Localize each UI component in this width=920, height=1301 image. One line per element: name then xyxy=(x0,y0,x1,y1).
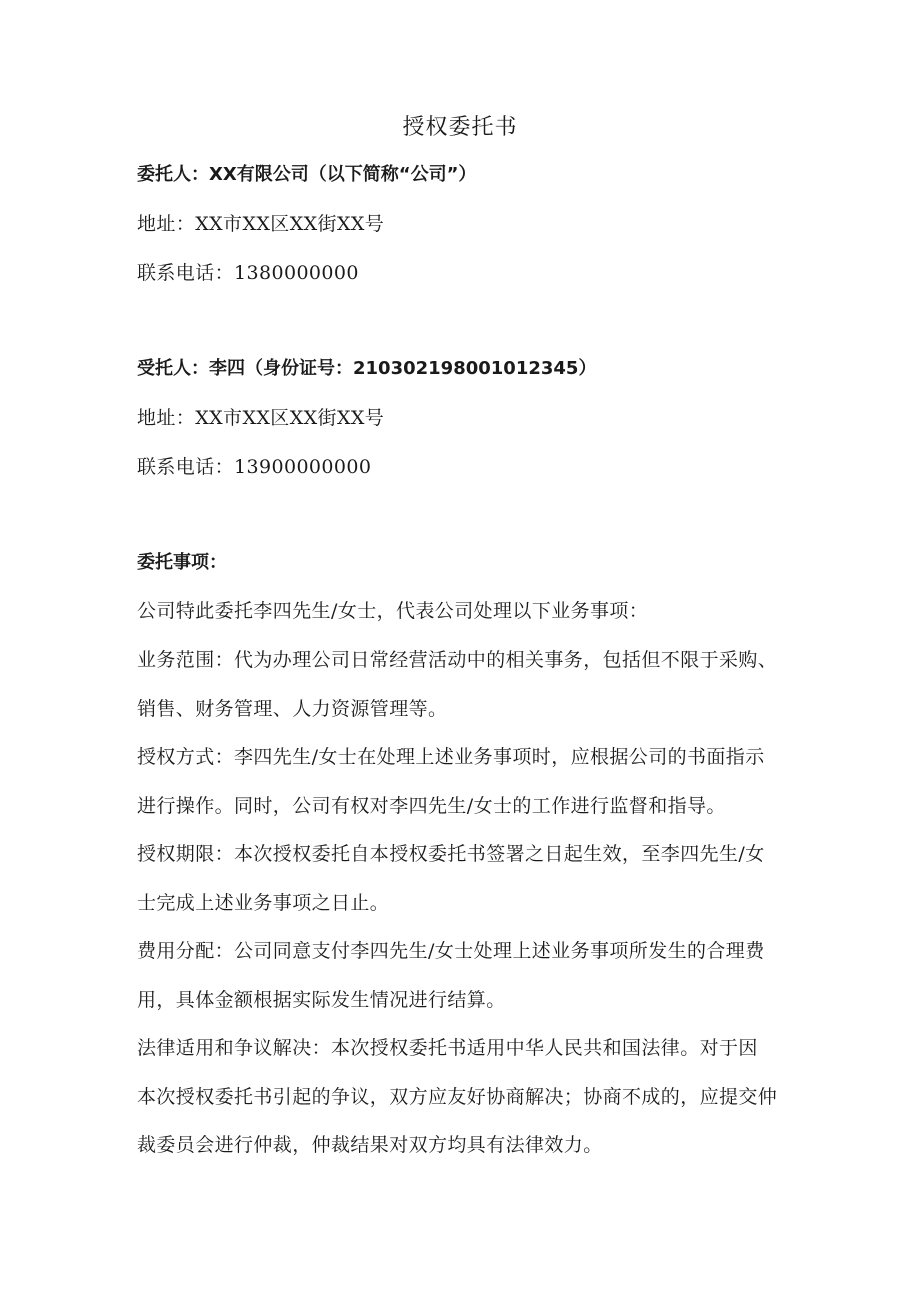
matters-line: 授权期限：本次授权委托自本授权委托书签署之日起生效，至李四先生/女 xyxy=(137,843,765,865)
agent-address: 地址：XX市XX区XX街XX号 xyxy=(137,407,385,429)
matters-line: 本次授权委托书引起的争议，双方应友好协商解决；协商不成的，应提交仲 xyxy=(137,1086,778,1108)
principal-heading: 委托人：XX有限公司（以下简称“公司”） xyxy=(137,164,477,185)
matters-line: 进行操作。同时，公司有权对李四先生/女士的工作进行监督和指导。 xyxy=(137,795,726,817)
matters-line: 销售、财务管理、人力资源管理等。 xyxy=(137,698,448,720)
principal-address: 地址：XX市XX区XX街XX号 xyxy=(137,213,385,235)
document-title: 授权委托书 xyxy=(402,115,518,140)
matters-heading: 委托事项： xyxy=(137,552,227,573)
matters-line: 裁委员会进行仲裁，仲裁结果对双方均具有法律效力。 xyxy=(137,1134,603,1156)
agent-heading: 受托人：李四（身份证号：210302198001012345） xyxy=(137,358,597,379)
principal-phone: 联系电话：1380000000 xyxy=(137,262,359,284)
matters-line: 士完成上述业务事项之日止。 xyxy=(137,892,390,914)
matters-line: 公司特此委托李四先生/女士，代表公司处理以下业务事项： xyxy=(137,600,649,622)
matters-line: 业务范围：代为办理公司日常经营活动中的相关事务，包括但不限于采购、 xyxy=(137,649,778,671)
matters-line: 费用分配：公司同意支付李四先生/女士处理上述业务事项所发生的合理费 xyxy=(137,940,765,962)
agent-phone: 联系电话：13900000000 xyxy=(137,456,372,478)
matters-line: 法律适用和争议解决：本次授权委托书适用中华人民共和国法律。对于因 xyxy=(137,1037,758,1059)
matters-line: 用，具体金额根据实际发生情况进行结算。 xyxy=(137,989,506,1011)
matters-line: 授权方式：李四先生/女士在处理上述业务事项时，应根据公司的书面指示 xyxy=(137,746,765,768)
